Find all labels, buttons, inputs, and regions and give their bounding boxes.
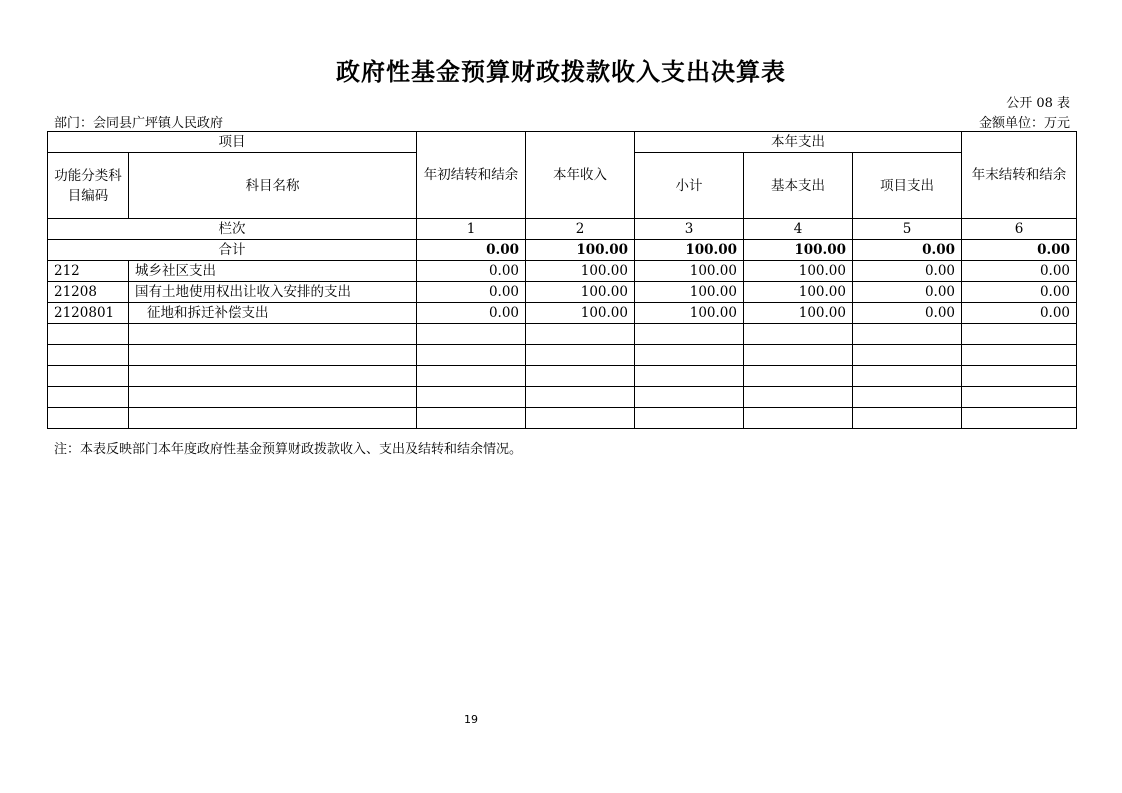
table-row [48,282,1077,303]
total-value: 0.00 [962,240,1077,261]
empty-row [48,345,1077,366]
column-number: 1 [417,219,526,240]
row-value: 100.00 [526,303,635,324]
page-number: 19 [464,713,478,726]
row-value: 100.00 [635,261,744,282]
total-value: 0.00 [853,240,962,261]
total-value: 0.00 [417,240,526,261]
department-label: 部门：会同县广坪镇人民政府 [54,116,224,131]
table-row [48,261,1077,282]
column-number: 3 [635,219,744,240]
form-code: 公开 08 表 [1006,96,1070,111]
header-begin-balance: 年初结转和结余 [417,132,526,219]
header-item: 项目 [48,132,417,153]
row-code: 21208 [48,282,129,303]
row-value: 0.00 [853,261,962,282]
column-number-row [48,219,1077,240]
header-end-balance: 年末结转和结余 [962,132,1077,219]
empty-row [48,387,1077,408]
header-project-expense: 项目支出 [853,153,962,219]
table-note: 注：本表反映部门本年度政府性基金预算财政拨款收入、支出及结转和结余情况。 [54,442,523,457]
row-value: 0.00 [962,261,1077,282]
amount-unit-label: 金额单位：万元 [978,116,1070,131]
header-subtotal: 小计 [635,153,744,219]
column-number: 4 [744,219,853,240]
empty-row [48,408,1077,429]
row-value: 100.00 [744,303,853,324]
row-value: 0.00 [853,303,962,324]
row-value: 100.00 [635,282,744,303]
row-value: 100.00 [744,282,853,303]
header-subject-name: 科目名称 [129,153,417,219]
header-expense: 本年支出 [635,132,962,153]
row-value: 0.00 [417,303,526,324]
row-value: 0.00 [962,282,1077,303]
row-value: 0.00 [853,282,962,303]
row-value: 0.00 [417,261,526,282]
row-name: 国有土地使用权出让收入安排的支出 [129,282,417,303]
row-value: 100.00 [526,261,635,282]
fund-budget-table [47,131,1077,429]
total-value: 100.00 [744,240,853,261]
header-func-code: 功能分类科目编码 [48,153,129,219]
empty-row [48,324,1077,345]
row-name: 征地和拆迁补偿支出 [129,303,417,324]
total-label: 合计 [48,240,417,261]
column-number: 6 [962,219,1077,240]
page-title: 政府性基金预算财政拨款收入支出决算表 [336,58,786,86]
row-value: 100.00 [635,303,744,324]
header-income: 本年收入 [526,132,635,219]
total-row [48,240,1077,261]
row-value: 0.00 [962,303,1077,324]
column-number-label: 栏次 [48,219,417,240]
header-basic-expense: 基本支出 [744,153,853,219]
row-code: 212 [48,261,129,282]
row-value: 100.00 [526,282,635,303]
row-value: 100.00 [744,261,853,282]
table-row [48,303,1077,324]
row-name: 城乡社区支出 [129,261,417,282]
column-number: 2 [526,219,635,240]
column-number: 5 [853,219,962,240]
total-value: 100.00 [526,240,635,261]
row-value: 0.00 [417,282,526,303]
row-code: 2120801 [48,303,129,324]
empty-row [48,366,1077,387]
total-value: 100.00 [635,240,744,261]
